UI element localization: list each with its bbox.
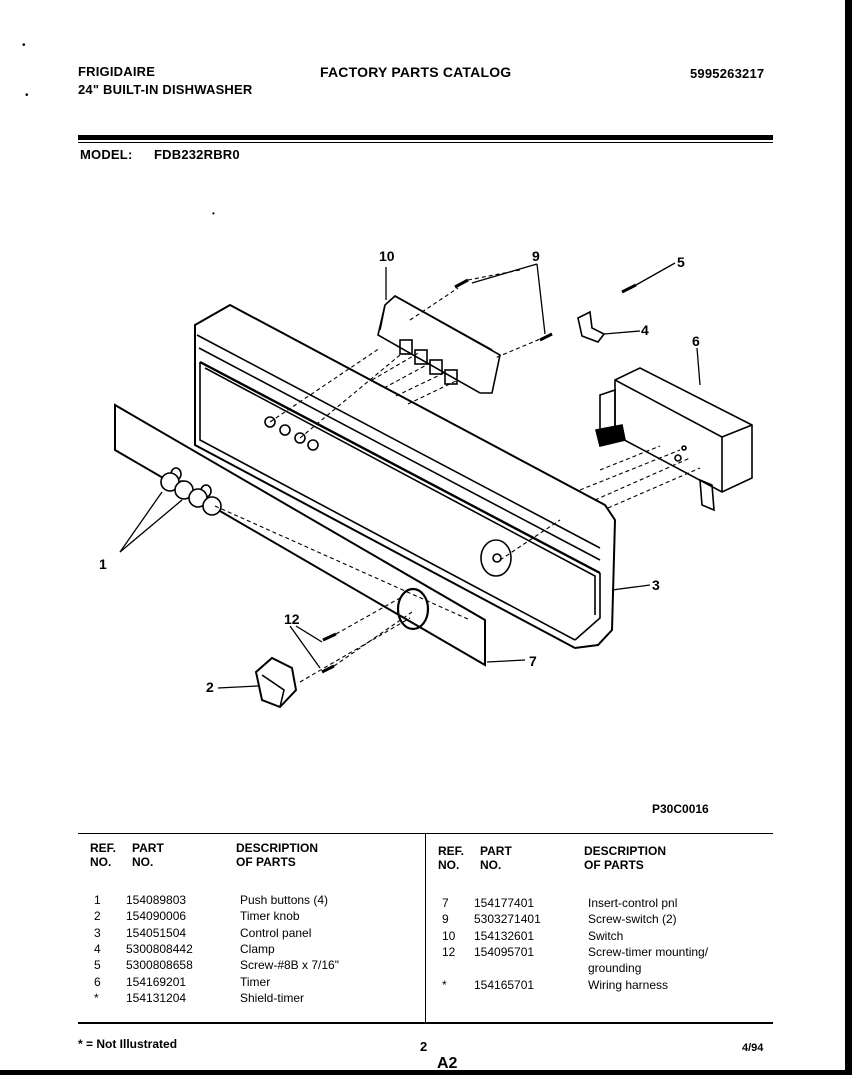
part-ref: *	[442, 977, 447, 992]
callout-1: 1	[99, 556, 107, 572]
part-description: Push buttons (4)	[240, 893, 329, 907]
part-number: 5303271401	[474, 912, 541, 927]
part-ref: 9	[442, 912, 449, 927]
svg-text:•: •	[212, 209, 215, 218]
part-description: Screw-#8B x 7/16"	[240, 958, 339, 973]
callout-9: 9	[532, 248, 540, 264]
part-number: 154132601	[474, 928, 535, 943]
callout-12: 12	[284, 611, 300, 627]
part-ref: *	[94, 990, 99, 1005]
part-number: 154165701	[474, 977, 535, 992]
callout-5: 5	[677, 254, 685, 270]
part-number: 5300808658	[126, 958, 193, 973]
part-ref: 10	[442, 928, 456, 943]
part-description: Shield-timer	[240, 990, 305, 1005]
catalog-date: 4/94	[742, 1042, 764, 1054]
switch-drawing	[378, 296, 500, 393]
timer-knob-drawing	[256, 658, 296, 707]
timer-drawing	[596, 368, 752, 510]
svg-text:•: •	[25, 90, 29, 101]
left-header-ref: REF. NO.	[90, 841, 117, 869]
table-divider	[425, 833, 426, 1023]
figure-code: P30C0016	[652, 802, 709, 816]
callout-6: 6	[692, 333, 700, 349]
part-ref: 5	[94, 958, 101, 973]
part-description: Timer	[240, 974, 271, 989]
clamp-drawing	[578, 312, 604, 342]
part-ref: 3	[94, 925, 101, 940]
model-label: MODEL:	[80, 147, 133, 162]
callout-4: 4	[641, 322, 649, 338]
part-number: 154051504	[126, 925, 187, 940]
part-number: 154089803	[126, 893, 187, 907]
part-description: Insert-control pnl	[588, 896, 678, 910]
left-header-desc: DESCRIPTION OF PARTS	[236, 841, 319, 869]
right-header-desc: DESCRIPTION OF PARTS	[584, 844, 667, 872]
section-code: A2	[437, 1055, 458, 1072]
right-header-part: PART NO.	[480, 844, 512, 872]
right-header-ref: REF. NO.	[438, 844, 465, 872]
part-ref: 12	[442, 944, 456, 959]
part-description: Control panel	[240, 925, 312, 940]
left-header-part: PART NO.	[132, 841, 164, 869]
svg-text:•: •	[22, 40, 26, 51]
part-ref: 4	[94, 941, 101, 956]
catalog-number: 5995263217	[690, 66, 765, 81]
part-description: Switch	[588, 928, 624, 943]
model-value: FDB232RBR0	[154, 147, 240, 162]
part-number: 154169201	[126, 974, 187, 989]
page-number: 2	[420, 1039, 428, 1054]
callout-3: 3	[652, 577, 660, 593]
part-ref: 6	[94, 974, 101, 989]
part-number: 154131204	[126, 990, 187, 1005]
product-name: 24" BUILT-IN DISHWASHER	[78, 82, 253, 97]
catalog-title: FACTORY PARTS CATALOG	[320, 64, 512, 80]
part-description: Screw-timer mounting/ grounding	[588, 944, 709, 976]
part-ref: 7	[442, 896, 449, 910]
part-ref: 2	[94, 909, 101, 924]
part-number: 154177401	[474, 896, 535, 910]
part-description: Clamp	[240, 941, 275, 956]
table-bottom-rule	[78, 1022, 773, 1024]
part-number: 154095701	[474, 944, 535, 959]
part-ref: 1	[94, 893, 101, 907]
part-description: Timer knob	[240, 909, 300, 924]
brand-name: FRIGIDAIRE	[78, 64, 156, 79]
part-number: 5300808442	[126, 941, 193, 956]
footnote: * = Not Illustrated	[78, 1037, 178, 1051]
part-number: 154090006	[126, 909, 187, 924]
part-description: Wiring harness	[588, 977, 669, 992]
callout-10: 10	[379, 248, 395, 264]
callout-7: 7	[529, 653, 537, 669]
part-description: Screw-switch (2)	[588, 912, 677, 927]
callout-2: 2	[206, 679, 214, 695]
